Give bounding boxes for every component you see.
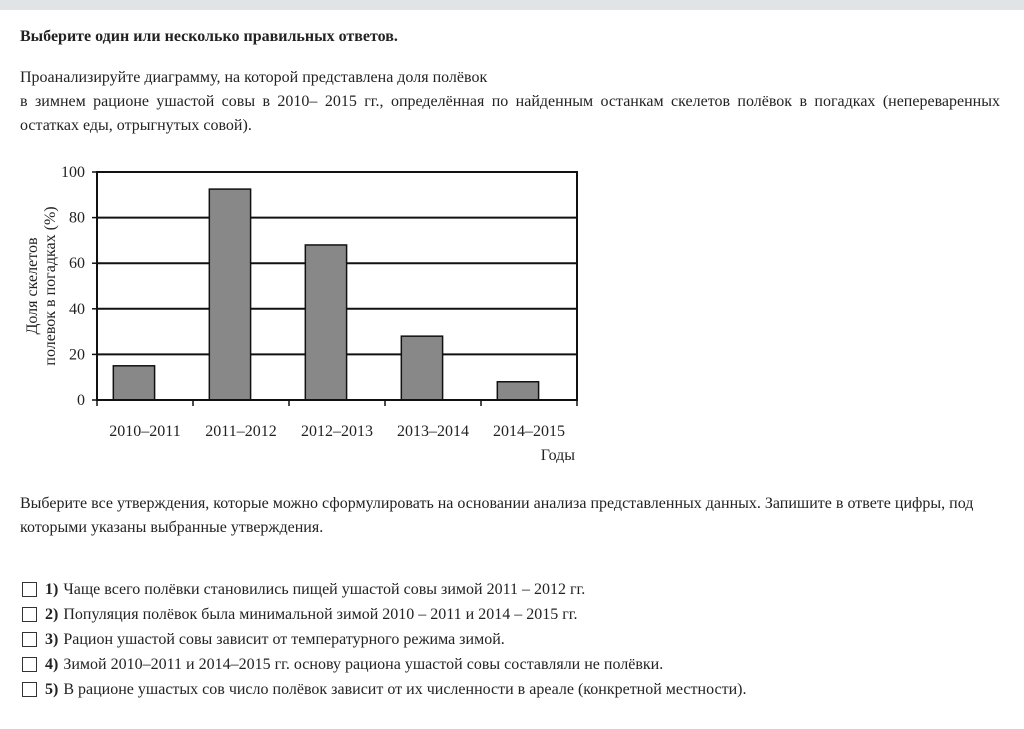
question-text: Выберите все утверждения, которые можно сформулировать на основании анализа представленных данных. Запишите в ответе цифры, под которыми указаны выбранные утверждения. [20,495,974,536]
option-3[interactable] [22,627,746,652]
y-tick-label: 40 [69,300,85,318]
options-list [22,577,746,702]
y-axis-label-line2: полевок в погадках (%) [42,206,59,366]
y-tick-label: 0 [77,392,85,409]
option-4[interactable] [22,652,746,677]
option-number: 1) [45,580,59,598]
checkbox[interactable] [22,657,37,672]
option-number: 3) [45,630,59,648]
option-text: Чаще всего полёвки становились пищей ушастой совы зимой 2011 – 2012 гг. [63,580,586,598]
x-tick-label: 2012–2013 [301,423,373,440]
option-text: Зимой 2010–2011 и 2014–2015 гг. основу рациона ушастой совы составляли не полёвки. [63,655,664,673]
option-text: Рацион ушастой совы зависит от температурного режима зимой. [63,630,505,648]
bar [209,189,250,400]
y-axis-label-line1: Доля скелетов [24,237,41,335]
option-5[interactable] [22,677,746,702]
option-number: 2) [45,605,59,623]
x-tick-label: 2014–2015 [493,423,565,440]
y-tick-label: 100 [61,164,85,181]
option-number: 5) [45,680,59,698]
instruction: Выберите один или несколько правильных ответов. [20,28,398,45]
bar [401,336,442,400]
checkbox[interactable] [22,632,37,647]
y-tick-label: 20 [69,346,85,364]
option-number: 4) [45,655,59,673]
option-text: Популяция полёвок была минимальной зимой 2010 – 2011 и 2014 – 2015 гг. [63,605,578,623]
y-tick-label: 80 [69,209,85,227]
checkbox[interactable] [22,682,37,697]
intro-line-1: Проанализируйте диаграмму, на которой представлена доля полёвок [20,69,488,86]
option-text: В рационе ушастых сов число полёвок зависит от их численности в ареале (конкретной местности). [63,680,747,698]
bar [497,382,538,400]
top-bar [0,0,1024,10]
x-tick-label: 2011–2012 [205,423,277,440]
bar [113,366,154,400]
intro-text [20,66,1000,138]
bar [305,245,346,400]
x-tick-label: 2013–2014 [397,423,469,440]
x-axis-label: Годы [540,447,575,464]
checkbox[interactable] [22,607,37,622]
option-2[interactable] [22,602,746,627]
y-tick-label: 60 [69,255,85,273]
option-1[interactable] [22,577,746,602]
checkbox[interactable] [22,582,37,597]
x-tick-label: 2010–2011 [109,423,181,440]
bar-chart [0,150,620,470]
intro-line-2: в зимнем рационе ушастой совы в 2010– 2015 гг., определённая по найденным останкам скелетов полёвок в погадках (непереваренных остатках еды, отрыгнутых совой). [20,93,1000,134]
